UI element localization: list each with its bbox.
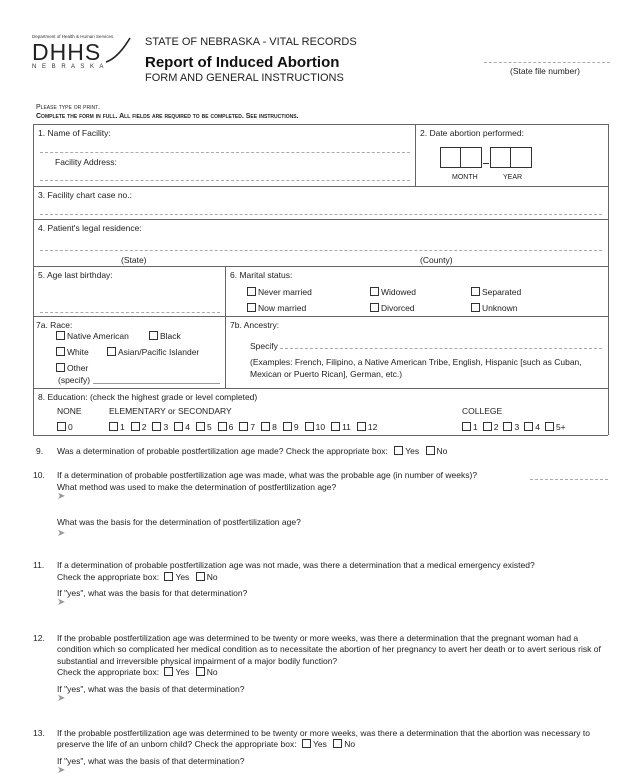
checkbox[interactable] [57, 422, 66, 431]
chart-case-label: 3. Facility chart case no.: [38, 190, 133, 200]
race-white[interactable] [56, 347, 89, 357]
race-other[interactable] [56, 363, 88, 373]
age-field[interactable] [40, 312, 220, 313]
facility-name-label: 1. Name of Facility: [38, 128, 111, 138]
education-elem-option[interactable] [357, 422, 377, 432]
q10-weeks-field[interactable] [530, 479, 608, 480]
education-elem-option-label: 2 [141, 422, 147, 432]
year-label: YEAR [503, 174, 523, 181]
education-none-option-label: 0 [68, 422, 73, 432]
education-elem-group [109, 422, 377, 432]
ancestry-field[interactable] [280, 348, 602, 349]
education-college-option-label: 1 [473, 422, 478, 432]
education-college-option[interactable] [545, 422, 566, 432]
q10-method: What method was used to make the determination of postfertilization age? [57, 482, 337, 492]
q13-text [57, 728, 607, 751]
education-elem-option[interactable] [305, 422, 325, 432]
checkbox[interactable] [261, 422, 270, 431]
checkbox[interactable] [152, 422, 161, 431]
race-label: 7a. Race: [36, 320, 73, 330]
education-elem-option-label: 7 [250, 422, 256, 432]
race-opt-label: Other [67, 363, 89, 373]
q13-no-checkbox[interactable] [333, 739, 342, 748]
q11-ifyes: If "yes", what was the basis for that determination? [57, 588, 248, 598]
checkbox[interactable] [109, 422, 118, 431]
checkbox[interactable] [370, 303, 379, 312]
checkbox[interactable] [331, 422, 340, 431]
marital-opt-label: Now married [258, 303, 307, 313]
education-college-option[interactable] [524, 422, 540, 432]
q10-num: 10. [33, 470, 45, 480]
race-specify-field[interactable] [93, 383, 220, 384]
education-college-option[interactable] [462, 422, 478, 432]
page-subtitle: FORM AND GENERAL INSTRUCTIONS [145, 72, 344, 84]
q13-yes-checkbox[interactable] [302, 739, 311, 748]
education-elem-option[interactable] [152, 422, 168, 432]
q10-text: If a determination of probable postfertilization age was made, what was the probable age (in number of weeks)? [57, 470, 478, 480]
race-opt-label: Native American [67, 331, 129, 341]
facility-name-field[interactable] [40, 152, 410, 153]
date-box-y2[interactable] [511, 147, 532, 168]
date-boxes[interactable] [440, 147, 532, 168]
q10-basis: What was the basis for the determination of postfertilization age? [57, 517, 301, 527]
education-elem-option[interactable] [109, 422, 125, 432]
education-elem-option-label: 12 [367, 422, 378, 432]
race-opt-label: White [67, 347, 89, 357]
education-elem-option-label: 6 [228, 422, 234, 432]
race-black[interactable] [149, 331, 181, 341]
checkbox[interactable] [283, 422, 292, 431]
page-title: Report of Induced Abortion [145, 54, 340, 71]
marital-label: 6. Marital status: [230, 270, 293, 280]
logo-main-text: DHHS [32, 39, 102, 65]
checkbox[interactable] [471, 303, 480, 312]
checkbox[interactable] [239, 422, 248, 431]
checkbox[interactable] [370, 287, 379, 296]
education-elem-option[interactable] [283, 422, 299, 432]
education-elem-option-label: 11 [342, 422, 351, 432]
ancestry-specify-label: Specify [250, 341, 278, 351]
education-college-option-label: 2 [493, 422, 499, 432]
marital-widowed[interactable] [370, 287, 416, 297]
education-college-option-label: 5+ [555, 422, 566, 432]
education-elem-label: ELEMENTARY or SECONDARY [109, 406, 232, 416]
checkbox[interactable] [483, 422, 492, 431]
q9-yes-checkbox[interactable] [394, 446, 403, 455]
marital-opt-label: Divorced [381, 303, 415, 313]
residence-county-label: (County) [420, 255, 453, 265]
checkbox[interactable] [56, 363, 65, 372]
q13-num: 13. [33, 728, 45, 738]
checkbox[interactable] [524, 422, 533, 431]
marital-opt-label: Widowed [381, 287, 416, 297]
checkbox[interactable] [462, 422, 471, 431]
checkbox[interactable] [196, 422, 205, 431]
logo-top-text: Department of Health & Human Services [32, 34, 114, 39]
checkbox[interactable] [247, 287, 256, 296]
q12-yes-label: Yes [175, 667, 190, 677]
marital-separated[interactable] [471, 287, 521, 297]
checkbox[interactable] [131, 422, 140, 431]
education-none-option[interactable] [57, 422, 73, 432]
education-elem-option[interactable] [131, 422, 147, 432]
instruction-2: Complete the form in full. All fields are required to be completed. See instructions. [36, 113, 299, 120]
education-elem-option[interactable] [261, 422, 277, 432]
q13-ifyes: If "yes", what was the basis of that determination? [57, 756, 245, 766]
arrow-icon: ➤ [57, 491, 66, 502]
q12-no-checkbox[interactable] [196, 667, 205, 676]
date-box-y1[interactable] [490, 147, 511, 168]
race-opt-label: Asian/Pacific Islander [118, 347, 200, 357]
arrow-icon: ➤ [57, 693, 66, 704]
education-college-option[interactable] [483, 422, 499, 432]
checkbox[interactable] [56, 331, 65, 340]
race-native[interactable] [56, 331, 129, 341]
checkbox[interactable] [107, 347, 116, 356]
education-elem-option-label: 4 [185, 422, 190, 432]
marital-opt-label: Unknown [482, 303, 518, 313]
marital-opt-label: Separated [482, 287, 522, 297]
education-label: 8. Education: (check the highest grade or level completed) [38, 392, 258, 402]
q12-check-label: Check the appropriate box: [57, 667, 160, 677]
education-elem-option-label: 9 [293, 422, 299, 432]
q11-check [57, 572, 218, 582]
arrow-icon: ➤ [57, 765, 66, 776]
education-none-label: NONE [57, 406, 82, 416]
checkbox[interactable] [247, 303, 256, 312]
q9-yes-label: Yes [405, 446, 420, 456]
q13-no-label: No [344, 739, 356, 750]
q13-yes-label: Yes [312, 739, 327, 750]
legal-residence-field[interactable] [40, 250, 602, 251]
date-box-m1[interactable] [440, 147, 461, 168]
instruction-1: Please type or print. [36, 104, 101, 111]
checkbox[interactable] [503, 422, 512, 431]
q11-no-checkbox[interactable] [196, 572, 205, 581]
q12-ifyes: If "yes", what was the basis of that determination? [57, 684, 245, 694]
education-elem-option-label: 1 [120, 422, 125, 432]
residence-state-label: (State) [121, 255, 147, 265]
checkbox[interactable] [149, 331, 158, 340]
education-college-label: COLLEGE [462, 406, 503, 416]
logo-bottom-text: N E B R A S K A [32, 64, 106, 70]
facility-address-label: Facility Address: [55, 157, 117, 167]
logo-swoosh-icon [104, 36, 134, 66]
age-label: 5. Age last birthday: [38, 270, 113, 280]
legal-residence-label: 4. Patient's legal residence: [38, 223, 142, 233]
q12-text: If the probable postfertilization age was determined to be twenty or more weeks, was there a determination that the pregnant woman had a condition which so complicated her medical condition as to necessitate the abortion of her pregnancy to avert her death or to avert serious risk of substantial and irreversible physical impairment of a major bodily function? [57, 633, 601, 666]
checkbox[interactable] [305, 422, 314, 431]
month-label: MONTH [452, 174, 478, 181]
date-performed-label: 2. Date abortion performed: [420, 128, 524, 138]
race-asian[interactable] [107, 347, 199, 357]
race-opt-label: Black [160, 331, 181, 341]
q11-num: 11. [33, 560, 45, 570]
q12-check [57, 667, 218, 677]
q12-yes-checkbox[interactable] [164, 667, 173, 676]
q9-question: Was a determination of probable postfertilization age made? Check the appropriate box: [57, 446, 388, 456]
checkbox[interactable] [357, 422, 366, 431]
arrow-icon: ➤ [57, 528, 66, 539]
q13-question: If the probable postfertilization age was determined to be twenty or more weeks, was there a determination that the abortion was necessary to preserve the life of an unborn child? Check the appropriate box: [57, 728, 590, 750]
q9-num: 9. [36, 446, 44, 456]
state-file-label: (State file number) [510, 66, 580, 76]
education-college-group [462, 422, 566, 432]
logo [32, 34, 128, 84]
arrow-icon: ➤ [57, 597, 66, 608]
q12-no-label: No [206, 667, 218, 677]
q11-text: If a determination of probable postfertilization age was not made, was there a determination that a medical emergency existed? [57, 560, 535, 570]
state-heading: STATE OF NEBRASKA - VITAL RECORDS [145, 36, 357, 48]
education-college-option-label: 4 [535, 422, 540, 432]
education-elem-option[interactable] [174, 422, 190, 432]
education-college-option-label: 3 [514, 422, 520, 432]
checkbox[interactable] [174, 422, 183, 431]
q9-no-label: No [436, 446, 448, 456]
q11-no-label: No [206, 572, 218, 582]
education-elem-option-label: 8 [272, 422, 277, 432]
marital-now[interactable] [247, 303, 306, 313]
q12-num: 12. [33, 633, 45, 643]
date-box-m2[interactable] [461, 147, 482, 168]
marital-unknown[interactable] [471, 303, 517, 313]
education-elem-option-label: 3 [163, 422, 169, 432]
q9-text [57, 446, 447, 456]
education-none-group [57, 422, 73, 432]
education-elem-option-label: 5 [206, 422, 212, 432]
checkbox[interactable] [545, 422, 554, 431]
chart-case-field[interactable] [40, 214, 602, 215]
race-specify-label: (specify) [58, 375, 91, 385]
marital-never[interactable] [247, 287, 312, 297]
education-elem-option-label: 10 [315, 422, 326, 432]
q9-no-checkbox[interactable] [426, 446, 435, 455]
checkbox[interactable] [56, 347, 65, 356]
ancestry-examples: (Examples: French, Filipino, a Native American Tribe, English, Hispanic [such as Cuban, Mexican or Puerto Rican], German, etc.) [250, 357, 582, 379]
q11-check-label: Check the appropriate box: [57, 572, 160, 582]
education-elem-option[interactable] [218, 422, 234, 432]
facility-address-field[interactable] [40, 180, 410, 181]
q11-yes-checkbox[interactable] [164, 572, 173, 581]
education-elem-option[interactable] [239, 422, 255, 432]
state-file-line [484, 62, 610, 63]
checkbox[interactable] [471, 287, 480, 296]
marital-opt-label: Never married [258, 287, 312, 297]
checkbox[interactable] [218, 422, 227, 431]
education-college-option[interactable] [503, 422, 519, 432]
marital-divorced[interactable] [370, 303, 415, 313]
education-elem-option[interactable] [331, 422, 351, 432]
education-elem-option[interactable] [196, 422, 212, 432]
ancestry-label: 7b. Ancestry: [230, 320, 280, 330]
q11-yes-label: Yes [175, 572, 190, 582]
